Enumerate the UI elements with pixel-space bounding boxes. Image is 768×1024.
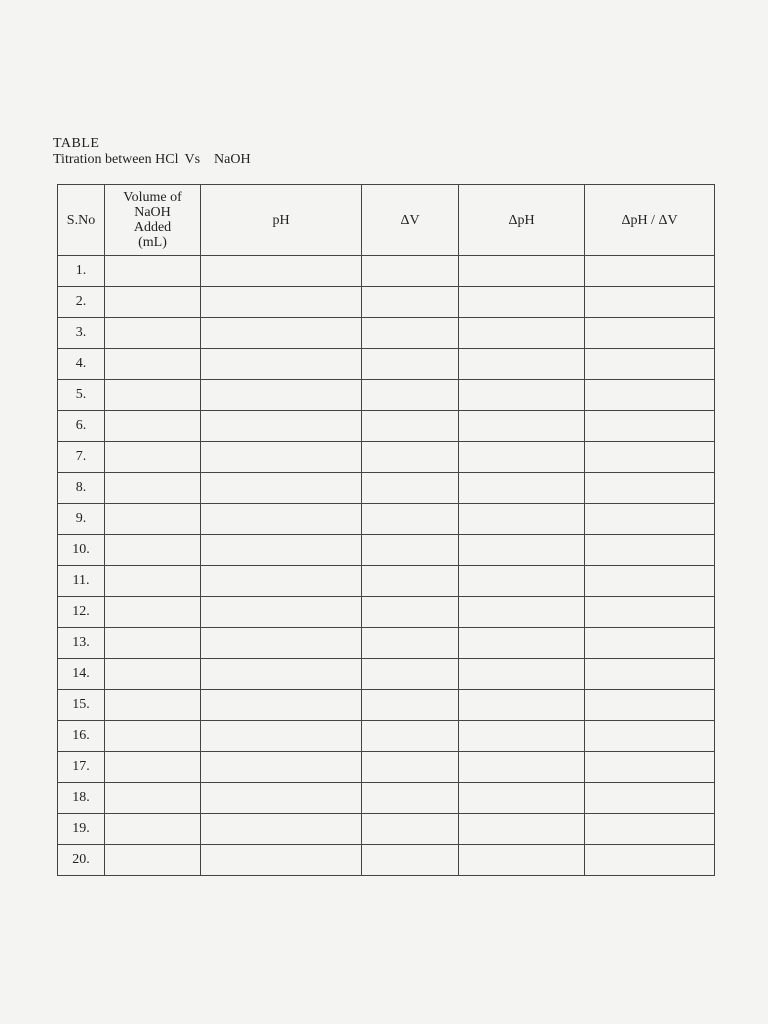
empty-cell <box>585 628 715 659</box>
empty-cell <box>459 504 585 535</box>
row-number: 10. <box>58 535 105 566</box>
empty-cell <box>459 535 585 566</box>
empty-cell <box>585 659 715 690</box>
table-row <box>58 442 715 473</box>
empty-cell <box>105 411 201 442</box>
row-number: 19. <box>58 814 105 845</box>
empty-cell <box>585 721 715 752</box>
empty-cell <box>459 256 585 287</box>
empty-cell <box>201 814 362 845</box>
empty-cell <box>105 535 201 566</box>
empty-cell <box>105 845 201 876</box>
header-volume <box>105 185 201 256</box>
empty-cell <box>585 287 715 318</box>
empty-cell <box>585 411 715 442</box>
empty-cell <box>105 721 201 752</box>
empty-cell <box>585 256 715 287</box>
empty-cell <box>459 349 585 380</box>
subtitle-acid: Titration between HCl <box>53 152 179 167</box>
empty-cell <box>459 380 585 411</box>
row-number: 17. <box>58 752 105 783</box>
empty-cell <box>585 442 715 473</box>
empty-cell <box>201 690 362 721</box>
empty-cell <box>362 504 459 535</box>
empty-cell <box>105 566 201 597</box>
empty-cell <box>201 597 362 628</box>
row-number: 6. <box>58 411 105 442</box>
empty-cell <box>105 442 201 473</box>
table-row <box>58 473 715 504</box>
header-delta-v: ΔV <box>362 185 459 256</box>
empty-cell <box>362 783 459 814</box>
subtitle-base: NaOH <box>214 152 251 167</box>
empty-cell <box>459 783 585 814</box>
empty-cell <box>362 318 459 349</box>
table-row <box>58 814 715 845</box>
row-number: 1. <box>58 256 105 287</box>
empty-cell <box>201 535 362 566</box>
table-row <box>58 349 715 380</box>
row-number: 12. <box>58 597 105 628</box>
empty-cell <box>362 535 459 566</box>
empty-cell <box>201 783 362 814</box>
empty-cell <box>585 597 715 628</box>
empty-cell <box>362 473 459 504</box>
row-number: 11. <box>58 566 105 597</box>
empty-cell <box>105 597 201 628</box>
empty-cell <box>362 814 459 845</box>
empty-cell <box>459 690 585 721</box>
empty-cell <box>585 318 715 349</box>
row-number: 16. <box>58 721 105 752</box>
empty-cell <box>201 411 362 442</box>
empty-cell <box>362 752 459 783</box>
header-volume-line: (mL) <box>138 235 167 250</box>
empty-cell <box>459 752 585 783</box>
table-row <box>58 535 715 566</box>
empty-cell <box>362 659 459 690</box>
empty-cell <box>201 752 362 783</box>
empty-cell <box>105 380 201 411</box>
header-sno: S.No <box>58 185 105 256</box>
empty-cell <box>362 566 459 597</box>
row-number: 7. <box>58 442 105 473</box>
table-row <box>58 380 715 411</box>
empty-cell <box>362 442 459 473</box>
row-number: 8. <box>58 473 105 504</box>
empty-cell <box>201 659 362 690</box>
table-row <box>58 597 715 628</box>
empty-cell <box>459 473 585 504</box>
empty-cell <box>362 690 459 721</box>
empty-cell <box>459 845 585 876</box>
table-header-row <box>58 185 715 256</box>
empty-cell <box>201 845 362 876</box>
empty-cell <box>585 504 715 535</box>
empty-cell <box>201 566 362 597</box>
empty-cell <box>459 628 585 659</box>
table-row <box>58 318 715 349</box>
empty-cell <box>105 659 201 690</box>
table-heading <box>53 136 251 168</box>
empty-cell <box>105 318 201 349</box>
table-row <box>58 287 715 318</box>
row-number: 14. <box>58 659 105 690</box>
empty-cell <box>201 721 362 752</box>
row-number: 20. <box>58 845 105 876</box>
row-number: 9. <box>58 504 105 535</box>
empty-cell <box>201 628 362 659</box>
empty-cell <box>105 256 201 287</box>
empty-cell <box>201 504 362 535</box>
empty-cell <box>362 349 459 380</box>
row-number: 18. <box>58 783 105 814</box>
empty-cell <box>105 504 201 535</box>
empty-cell <box>105 349 201 380</box>
header-delta-ph-per-v: ΔpH / ΔV <box>585 185 715 256</box>
empty-cell <box>201 287 362 318</box>
empty-cell <box>585 380 715 411</box>
empty-cell <box>362 721 459 752</box>
empty-cell <box>459 597 585 628</box>
header-delta-ph: ΔpH <box>459 185 585 256</box>
empty-cell <box>105 752 201 783</box>
empty-cell <box>362 256 459 287</box>
header-ph: pH <box>201 185 362 256</box>
empty-cell <box>362 287 459 318</box>
empty-cell <box>585 690 715 721</box>
row-number: 3. <box>58 318 105 349</box>
table-row <box>58 504 715 535</box>
empty-cell <box>105 287 201 318</box>
table-row <box>58 752 715 783</box>
empty-cell <box>585 814 715 845</box>
empty-cell <box>105 628 201 659</box>
empty-cell <box>459 442 585 473</box>
header-volume-line: Volume of <box>123 190 182 205</box>
subtitle-vs: Vs <box>184 152 201 167</box>
row-number: 15. <box>58 690 105 721</box>
table-row <box>58 256 715 287</box>
empty-cell <box>459 566 585 597</box>
table-row <box>58 690 715 721</box>
empty-cell <box>585 845 715 876</box>
empty-cell <box>362 845 459 876</box>
empty-cell <box>585 535 715 566</box>
table-subtitle <box>53 152 251 168</box>
empty-cell <box>459 721 585 752</box>
row-number: 13. <box>58 628 105 659</box>
empty-cell <box>459 814 585 845</box>
empty-cell <box>585 473 715 504</box>
empty-cell <box>585 566 715 597</box>
empty-cell <box>585 349 715 380</box>
empty-cell <box>362 380 459 411</box>
empty-cell <box>362 411 459 442</box>
table-title: TABLE <box>53 136 100 151</box>
empty-cell <box>201 442 362 473</box>
row-number: 2. <box>58 287 105 318</box>
header-volume-line: Added <box>133 220 172 235</box>
header-volume-line: NaOH <box>134 205 171 220</box>
empty-cell <box>201 318 362 349</box>
table-row <box>58 628 715 659</box>
empty-cell <box>459 411 585 442</box>
empty-cell <box>201 256 362 287</box>
table-row <box>58 721 715 752</box>
empty-cell <box>459 659 585 690</box>
titration-table <box>57 184 715 876</box>
empty-cell <box>362 597 459 628</box>
table-row <box>58 566 715 597</box>
table-row <box>58 845 715 876</box>
empty-cell <box>585 783 715 814</box>
empty-cell <box>201 380 362 411</box>
empty-cell <box>459 287 585 318</box>
row-number: 5. <box>58 380 105 411</box>
empty-cell <box>585 752 715 783</box>
empty-cell <box>105 473 201 504</box>
table-row <box>58 659 715 690</box>
empty-cell <box>459 318 585 349</box>
empty-cell <box>362 628 459 659</box>
empty-cell <box>105 783 201 814</box>
table-row <box>58 783 715 814</box>
table-row <box>58 411 715 442</box>
empty-cell <box>201 349 362 380</box>
empty-cell <box>201 473 362 504</box>
empty-cell <box>105 814 201 845</box>
empty-cell <box>105 690 201 721</box>
row-number: 4. <box>58 349 105 380</box>
